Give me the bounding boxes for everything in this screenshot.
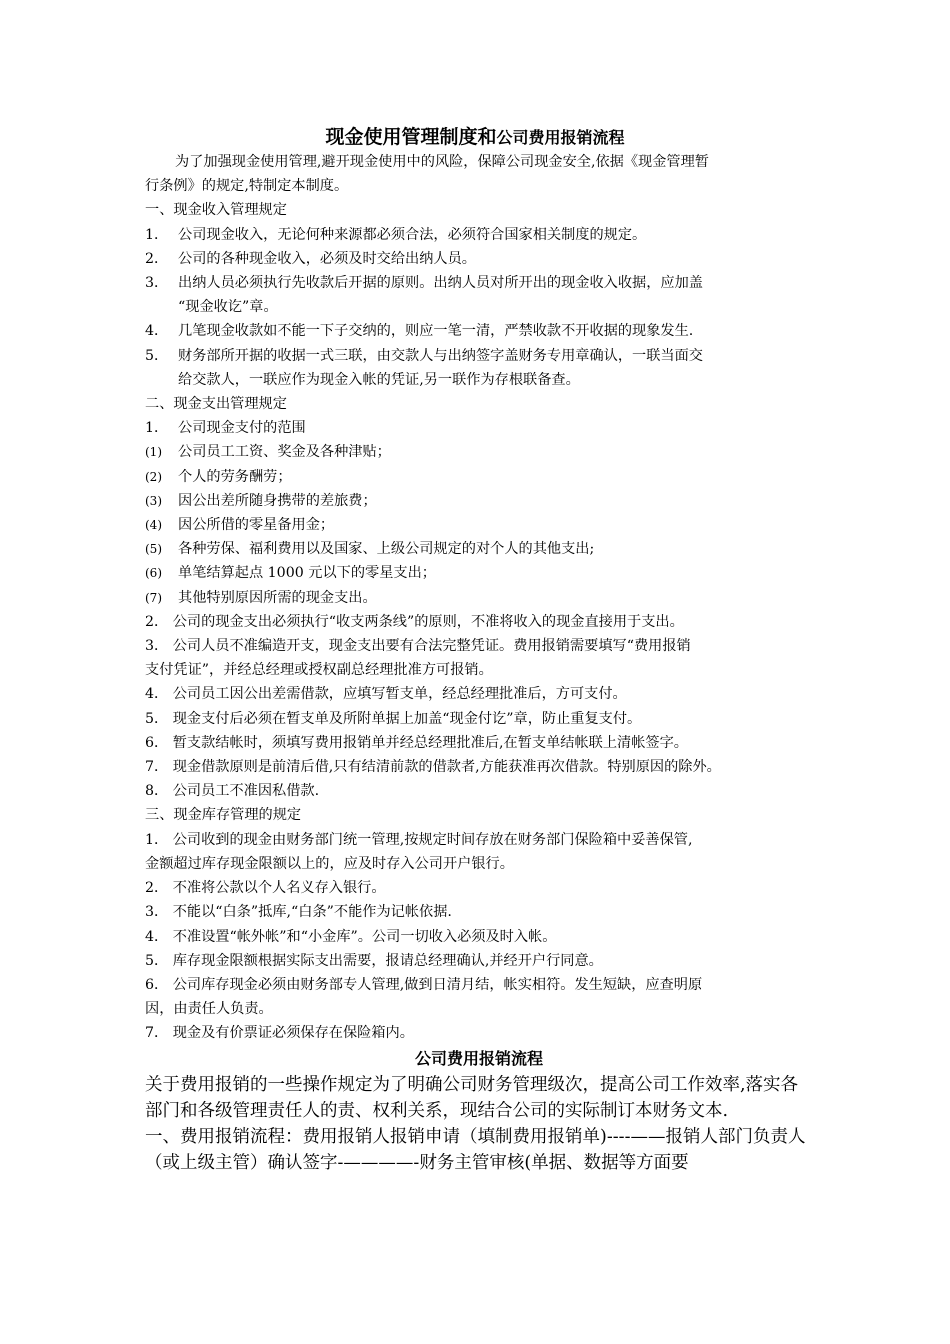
sub-list-item: (5) 各种劳保、福利费用以及国家、上级公司规定的对个人的其他支出; [145,541,595,558]
sub-list-item: (2) 个人的劳务酬劳； [145,468,292,485]
section1-heading: 一、现金收入管理规定 [145,202,287,219]
part2-process: 一、费用报销流程：费用报销人报销申请（填制费用报销单)----——报销人部门负责人（或上级主管）确认签字-————-财务主管审核(单据、数据等方面要 [145,1126,806,1173]
list-item: 1． 公司现金收入，无论何种来源都必须合法，必须符合国家相关制度的规定。 [145,226,647,243]
list-item-continuation: “现金收讫”章。 [178,299,278,316]
list-item: 4． 不准设置“帐外帐”和“小金库”。公司一切收入必须及时入帐。 [145,928,557,945]
list-item: 2． 公司的现金支出必须执行“收支两条线”的原则，不准将收入的现金直接用于支出。 [145,613,684,630]
title-rest: 公司费用报销流程 [496,128,625,147]
section2-heading: 二、现金支出管理规定 [145,396,287,413]
list-item: 6． 公司库存现金必须由财务部专人管理,做到日清月结，帐实相符。发生短缺，应查明原 [145,976,703,993]
list-item: 4． 几笔现金收款如不能一下子交纳的，则应一笔一清，严禁收款不开收据的现象发生. [145,323,694,340]
intro-line-2: 行条例》的规定,特制定本制度。 [145,178,349,195]
list-item: 1． 公司现金支付的范围 [145,420,306,437]
sub-list-item: (4) 因公所借的零星备用金； [145,517,335,534]
list-item-continuation: 因，由责任人负责。 [145,1001,273,1018]
sub-list-item: (6) 单笔结算起点 1000 元以下的零星支出； [145,565,436,582]
list-item: 5． 现金支付后必须在暂支单及所附单据上加盖“现金付讫”章，防止重复支付。 [145,710,642,727]
list-item: 8． 公司员工不准因私借款. [145,783,320,800]
list-item: 5． 库存现金限额根据实际支出需要，报请总经理确认,并经开户行同意。 [145,952,603,969]
list-item: 4． 公司员工因公出差需借款，应填写暂支单，经总经理批准后，方可支付。 [145,686,627,703]
sub-list-item: (3) 因公出差所随身携带的差旅费； [145,492,377,509]
list-item-continuation: 支付凭证”，并经总经理或授权副总经理批准方可报销。 [145,662,493,679]
part2-title: 公司费用报销流程 [414,1048,543,1068]
list-item: 2． 公司的各种现金收入，必须及时交给出纳人员。 [145,250,476,267]
list-item: 3． 不能以“白条”抵库,“白条”不能作为记帐依据. [145,904,452,921]
sub-list-item: (7) 其他特别原因所需的现金支出。 [145,589,377,606]
title-main: 现金使用管理制度和 [325,126,497,148]
part2-paragraph: 关于费用报销的一些操作规定为了明确公司财务管理级次，提高公司工作效率,落实各部门和各级管理责任人的责、权利关系，现结合公司的实际制订本财务文本. [145,1074,799,1121]
intro-line-1: 为了加强现金使用管理,避开现金使用中的风险，保障公司现金安全,依据《现金管理暂 [175,154,709,170]
section3-heading: 三、现金库存管理的规定 [145,807,302,824]
list-item: 7． 现金借款原则是前清后借,只有结清前款的借款者,方能获准再次借款。特别原因的除外。 [145,759,721,776]
list-item: 2． 不准将公款以个人名义存入银行。 [145,880,386,897]
document-body [145,150,813,1176]
list-item: 5． 财务部所开据的收据一式三联，由交款人与出纳签字盖财务专用章确认，一联当面交 [145,347,703,364]
list-item-continuation: 给交款人，一联应作为现金入帐的凭证,另一联作为存根联备查。 [178,371,580,388]
list-item: 7． 现金及有价票证必须保存在保险箱内。 [145,1025,414,1042]
list-item: 3． 出纳人员必须执行先收款后开据的原则。出纳人员对所开出的现金收入收据，应加盖 [145,275,703,292]
sub-list-item: (1) 公司员工工资、奖金及各种津贴； [145,444,391,461]
list-item: 1． 公司收到的现金由财务部门统一管理,按规定时间存放在财务部门保险箱中妥善保管, [145,831,693,848]
document-title [0,124,950,151]
list-item-continuation: 金额超过库存现金限额以上的，应及时存入公司开户银行。 [145,855,514,872]
list-item: 3． 公司人员不准编造开支，现金支出要有合法完整凭证。费用报销需要填写“费用报销 [145,638,691,655]
list-item: 6． 暂支款结帐时，须填写费用报销单并经总经理批准后,在暂支单结帐联上清帐签字。 [145,734,688,751]
